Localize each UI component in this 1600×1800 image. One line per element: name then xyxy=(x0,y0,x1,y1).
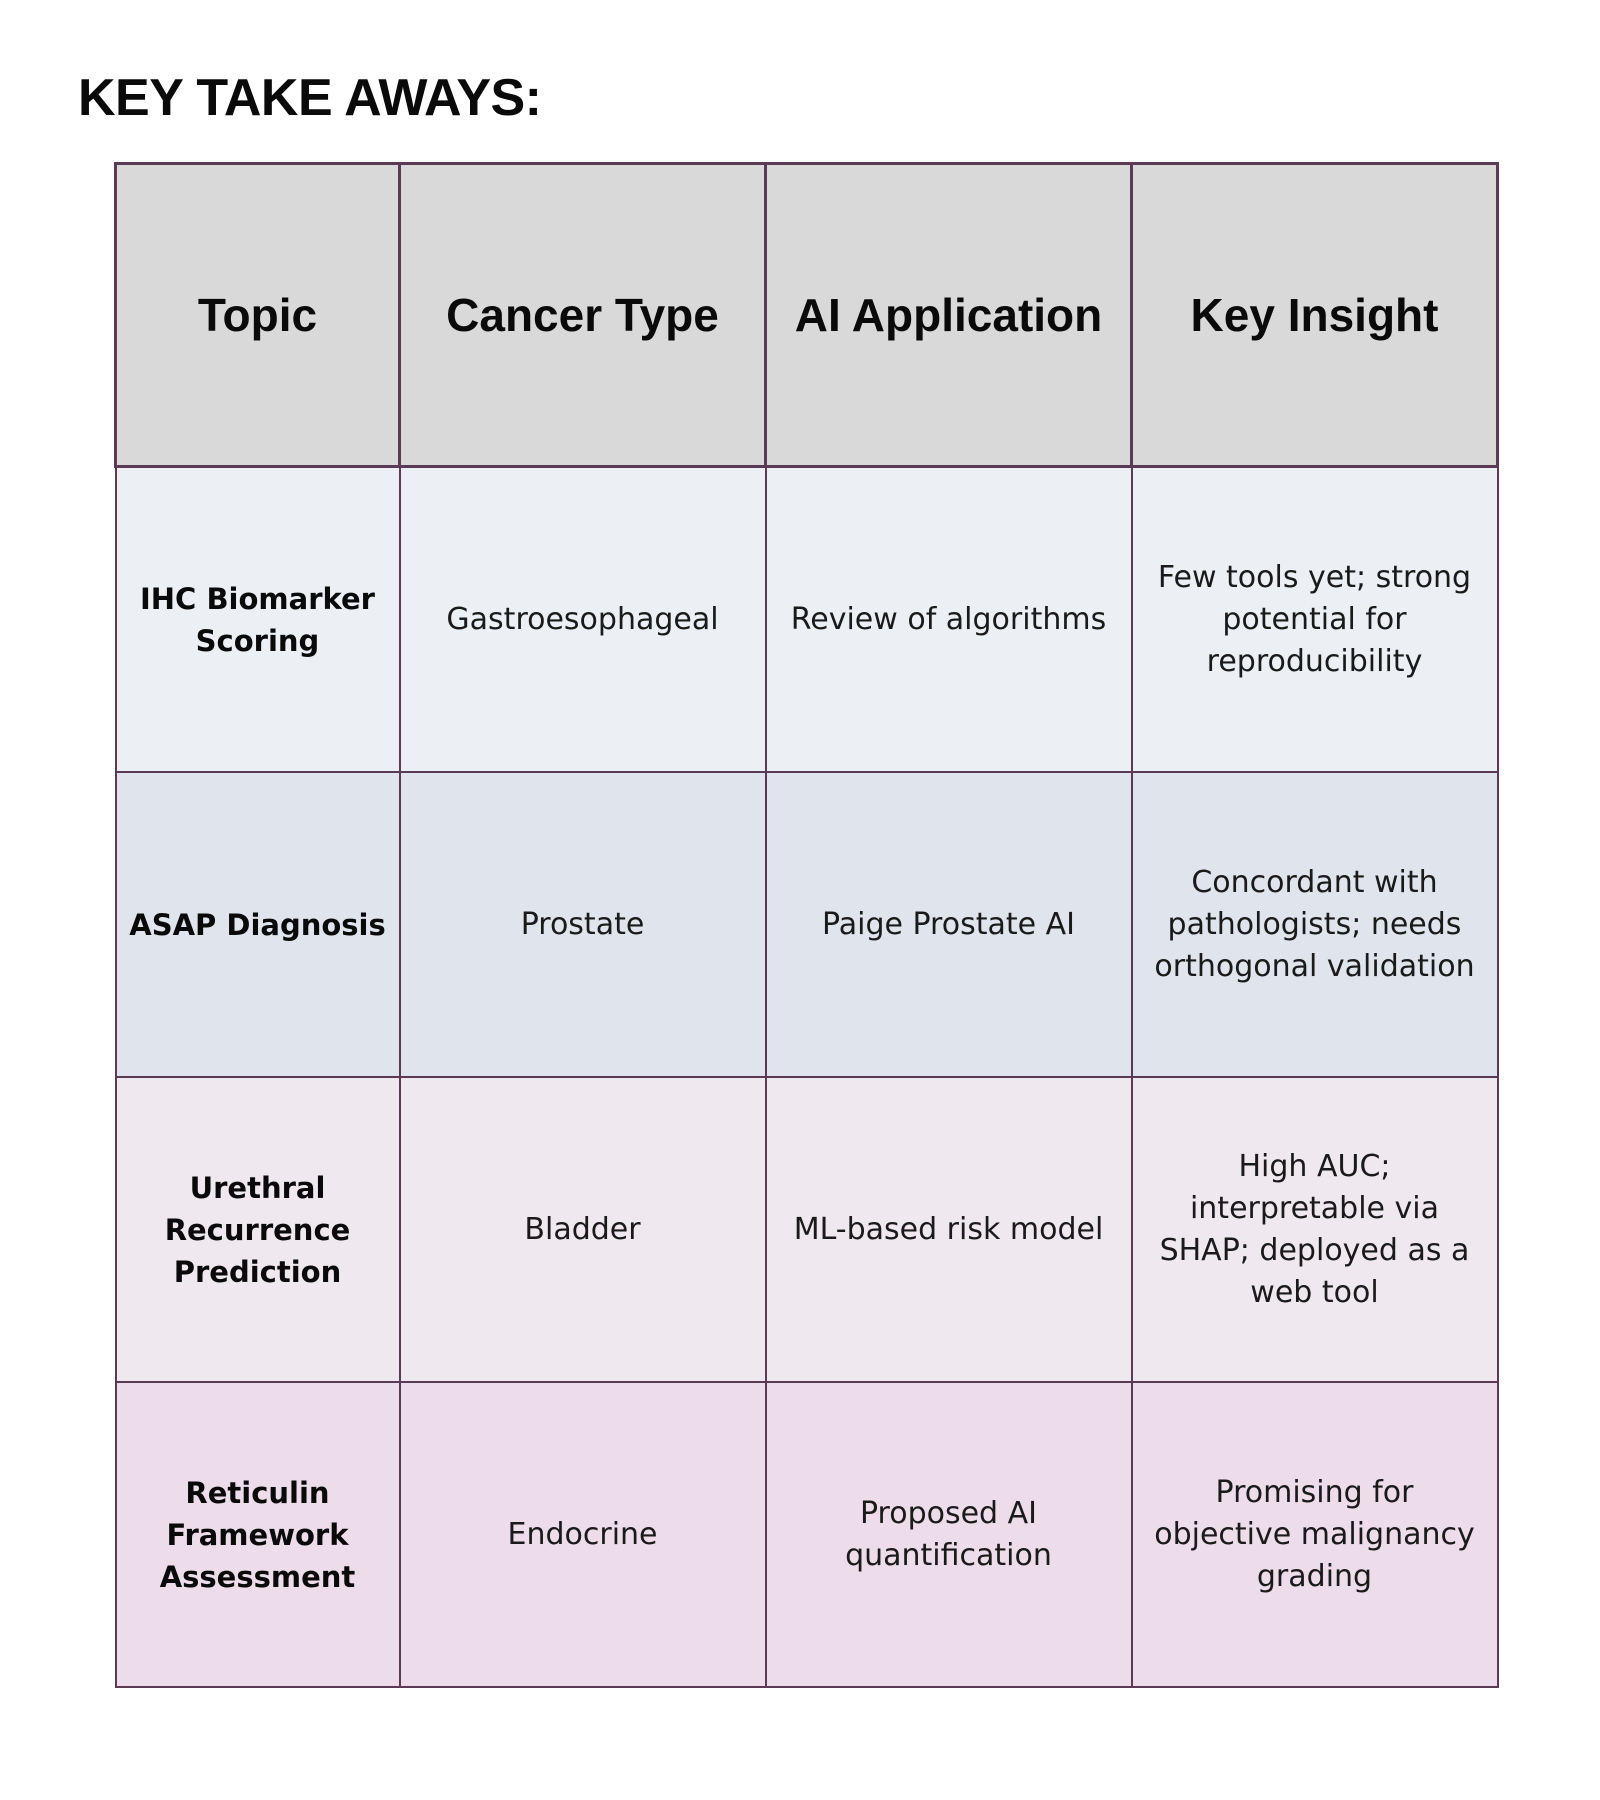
table-row xyxy=(116,772,1498,1077)
page-title: KEY TAKE AWAYS: xyxy=(78,69,542,127)
cell-cancer-type: Prostate xyxy=(400,772,766,1077)
header-cancer-type: Cancer Type xyxy=(400,164,766,467)
table-header xyxy=(116,164,1498,467)
header-key-insight: Key Insight xyxy=(1132,164,1498,467)
header-topic: Topic xyxy=(116,164,400,467)
table-body xyxy=(116,467,1498,1688)
cell-cancer-type: Bladder xyxy=(400,1077,766,1382)
cell-ai-application: Paige Prostate AI xyxy=(766,772,1132,1077)
cell-cancer-type: Endocrine xyxy=(400,1382,766,1687)
cell-cancer-type: Gastroesophageal xyxy=(400,467,766,773)
cell-topic: IHC Biomarker Scoring xyxy=(116,467,400,773)
key-takeaways-table xyxy=(114,162,1499,1688)
table-row xyxy=(116,467,1498,773)
cell-topic: Urethral Recurrence Prediction xyxy=(116,1077,400,1382)
header-ai-application: AI Application xyxy=(766,164,1132,467)
table-row xyxy=(116,1382,1498,1687)
cell-key-insight: Promising for objective malignancy grading xyxy=(1132,1382,1498,1687)
cell-key-insight: Concordant with pathologists; needs orthogonal validation xyxy=(1132,772,1498,1077)
cell-topic: Reticulin Framework Assessment xyxy=(116,1382,400,1687)
cell-ai-application: Review of algorithms xyxy=(766,467,1132,773)
cell-ai-application: ML-based risk model xyxy=(766,1077,1132,1382)
table-row xyxy=(116,1077,1498,1382)
cell-ai-application: Proposed AI quantification xyxy=(766,1382,1132,1687)
cell-key-insight: Few tools yet; strong potential for reproducibility xyxy=(1132,467,1498,773)
cell-key-insight: High AUC; interpretable via SHAP; deployed as a web tool xyxy=(1132,1077,1498,1382)
header-row xyxy=(116,164,1498,467)
cell-topic: ASAP Diagnosis xyxy=(116,772,400,1077)
